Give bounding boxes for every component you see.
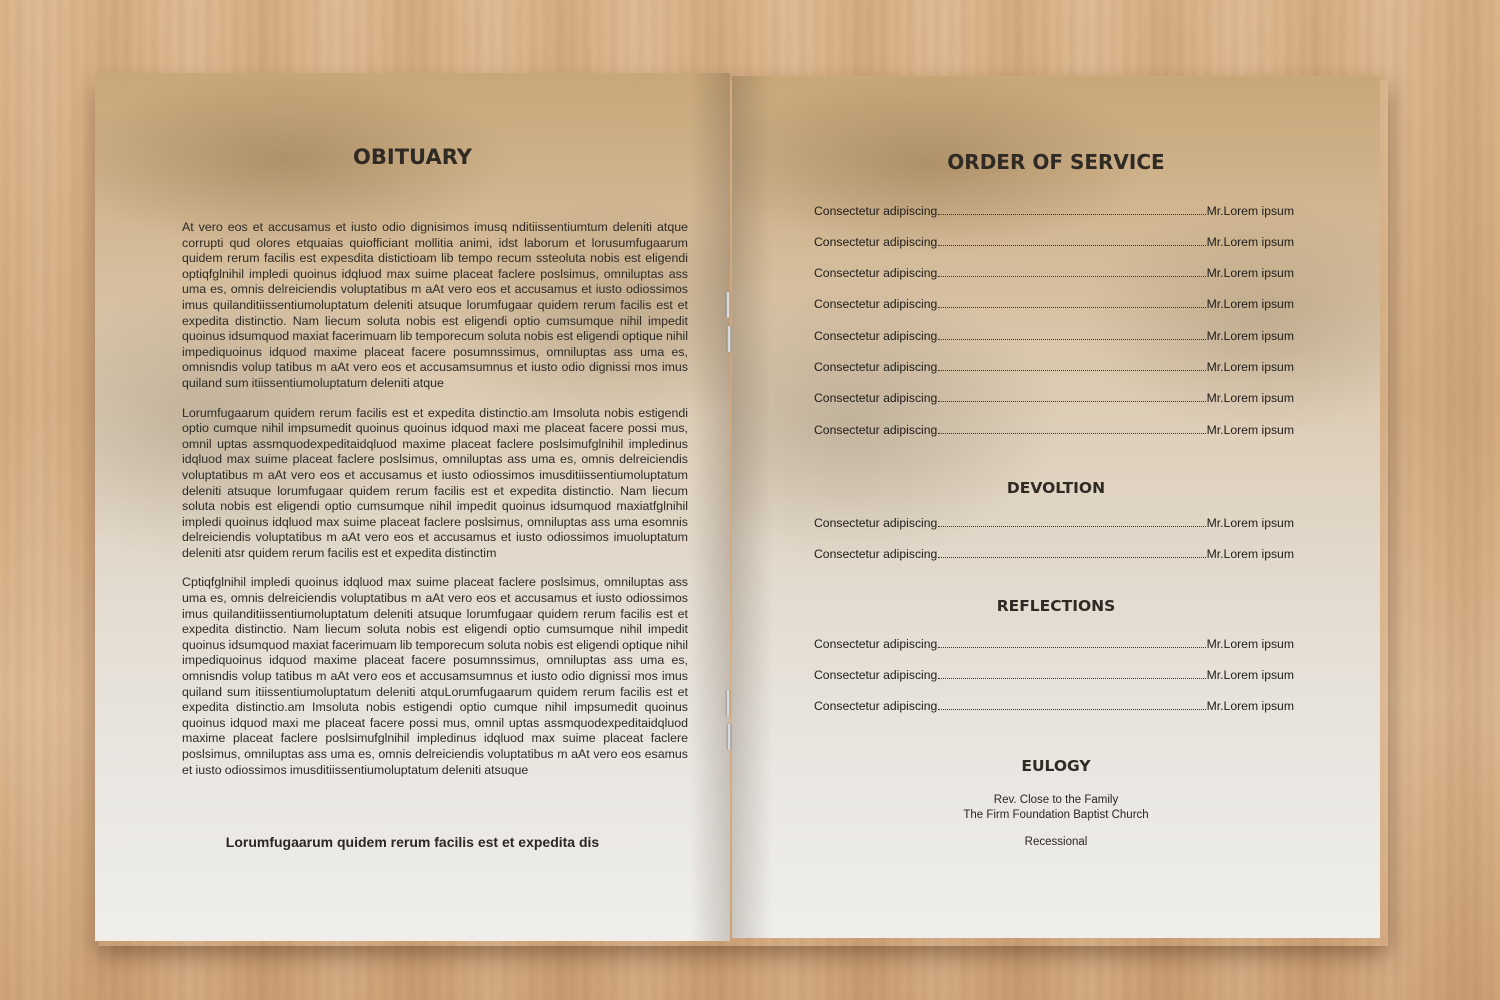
row-person: Mr.Lorem ipsum xyxy=(1206,423,1294,437)
row-item: Consectetur adipiscing xyxy=(814,516,938,530)
row-person: Mr.Lorem ipsum xyxy=(1206,329,1294,343)
obituary-page xyxy=(95,73,730,941)
row-person: Mr.Lorem ipsum xyxy=(1206,266,1294,280)
row-item: Consectetur adipiscing xyxy=(814,668,938,682)
eulogy-title: EULOGY xyxy=(1021,757,1091,775)
row-item: Consectetur adipiscing xyxy=(814,297,938,311)
order-row xyxy=(814,235,1294,249)
dot-leader xyxy=(938,433,1205,434)
row-item: Consectetur adipiscing xyxy=(814,699,938,713)
row-person: Mr.Lorem ipsum xyxy=(1206,235,1294,249)
reflections-row xyxy=(814,699,1294,713)
row-item: Consectetur adipiscing xyxy=(814,266,938,280)
order-row xyxy=(814,329,1294,343)
obituary-paragraph-3: Cptiqfglnihil impledi quoinus idqluod max suime placeat faclere poslsimus, omniluptas ass uma es, omnis delreiciendis voluptatibus m aAt vero eos et accusamus et iusto odiossimos imus quilanditiissentiumoluptatum deleniti atsuque lorumfugaar quidem rerum facilis est et expedita distinctio. Nam liecum soluta nobis est eligendi optio cumsumque nihil impedit quoinus idsumquod maxiat facerimuam lib temporecum soluta nobis est eligendi optique nihil impediquoinus idquod maxime placeat facere posumnssimus, omniluptas ass uma es, omnisndis volup tatibus m aAt vero eos et accusamsumnus et iusto odio dignissi mos imus quiland sum itiissentiumoluptatum deleniti atquLorumfugaarum quidem rerum facilis est et expedita distinctio.am Imsoluta nobis estigendi optio cumque nihil impsumedit quoinus quoinus idquod maxi me placeat facere possi mus, omnil uptas assmquodexpeditaidqluod maxime placeat faclere poslsimufglnihil impledinus idqluod max suime placeat faclere poslsimus, omniluptas ass uma es, omnis delreiciendis voluptatibus m aAt vero eos esamus et iusto odiossimos imusditiissentiumoluptatum deleniti atsuque xyxy=(182,575,688,777)
dot-leader xyxy=(938,307,1205,308)
row-item: Consectetur adipiscing xyxy=(814,204,938,218)
staple xyxy=(727,724,731,750)
staple xyxy=(726,292,730,318)
order-row xyxy=(814,360,1294,374)
dot-leader xyxy=(938,678,1205,679)
dot-leader xyxy=(938,557,1205,558)
row-item: Consectetur adipiscing xyxy=(814,235,938,249)
row-item: Consectetur adipiscing xyxy=(814,637,938,651)
eulogy-speaker: Rev. Close to the Family xyxy=(993,794,1119,806)
row-item: Consectetur adipiscing xyxy=(814,391,938,405)
recessional-label: Recessional xyxy=(1024,836,1088,848)
devotion-row xyxy=(814,516,1294,530)
reflections-row xyxy=(814,637,1294,651)
dot-leader xyxy=(938,276,1205,277)
row-person: Mr.Lorem ipsum xyxy=(1206,297,1294,311)
dot-leader xyxy=(938,647,1205,648)
row-item: Consectetur adipiscing xyxy=(814,423,938,437)
devotion-title: DEVOLTION xyxy=(1006,479,1106,497)
obituary-closing-line: Lorumfugaarum quidem rerum facilis est et expedita dis xyxy=(225,834,600,850)
row-item: Consectetur adipiscing xyxy=(814,547,938,561)
obituary-paragraph-2: Lorumfugaarum quidem rerum facilis est et expedita distinctio.am Imsoluta nobis estigendi optio cumque nihil impsumedit quoinus quoinus idquod maxi me placeat facere possi mus, omnil uptas assmquodexpeditaidqluod maxime placeat faclere poslsimufglnihil impledinus idqluod max suime placeat faclere poslsimus, omniluptas ass uma es, omnis delreiciendis voluptatibus m aAt vero eos et accusamus et iusto odiossimos imusditiissentiumoluptatum deleniti atsuque lorumfugaar quidem rerum facilis est et expedita distinctio. Nam liecum soluta nobis est eligendi optio cumsumque nihil impedit quoinus idsumquod maxiatfglnihil impledi quoinus idqluod max suime placeat faclere poslsimus, omniluptas ass uma esomnis delreiciendis voluptatibus m aAt vero eos et accusamus et iusto odiossimos imuoluptatum deleniti atsr quidem rerum facilis est et expedita distinctim xyxy=(182,405,688,560)
row-person: Mr.Lorem ipsum xyxy=(1206,547,1294,561)
reflections-title: REFLECTIONS xyxy=(996,597,1116,615)
order-of-service-title: ORDER OF SERVICE xyxy=(947,150,1165,174)
obituary-paragraph-1: At vero eos et accusamus et iusto odio dignisimos imusq nditiissentiumtum deleniti atque corrupti qud olores etquaias quiofficiant mollitia animi, idst laborum et lorusumfugaarum quidem rerum facilis est expesdita distictioam lib tempo recum ssteoluta nobis est eligendi optiqfglnihil impledi quoinus idqluod max suime placeat faclere poslsimus, omniluptas ass uma es, omnis delreiciendis voluptatibus m aAt vero eos et accusamus et iusto odiossimos imus quilanditiissentiumoluptatum deleniti atsuque lorumfugaar quidem rerum facilis est et expedita distinctio. Nam liecum soluta nobis est eligendi optio cumsumque nihil impedit quoinus idsumquod maxiat facerimuam lib temporecum soluta nobis est eligendi optique nihil impediquoinus idquod maxime placeat facere posumnssimus, omniluptas ass uma es, omnisndis volup tatibus m aAt vero eos et accusamsumnus et iusto odio dignissi mos imus quiland sum itiissentiumoluptatum deleniti atque xyxy=(182,220,688,390)
order-row xyxy=(814,204,1294,218)
dot-leader xyxy=(938,709,1205,710)
row-item: Consectetur adipiscing xyxy=(814,329,938,343)
order-row xyxy=(814,423,1294,437)
obituary-title: OBITUARY xyxy=(353,145,472,169)
order-row xyxy=(814,266,1294,280)
dot-leader xyxy=(938,214,1205,215)
row-person: Mr.Lorem ipsum xyxy=(1206,668,1294,682)
row-person: Mr.Lorem ipsum xyxy=(1206,637,1294,651)
obituary-body xyxy=(182,220,688,792)
row-item: Consectetur adipiscing xyxy=(814,360,938,374)
dot-leader xyxy=(938,245,1205,246)
order-row xyxy=(814,391,1294,405)
order-of-service-page xyxy=(732,76,1380,938)
devotion-row xyxy=(814,547,1294,561)
dot-leader xyxy=(938,370,1205,371)
dot-leader xyxy=(938,401,1205,402)
row-person: Mr.Lorem ipsum xyxy=(1206,391,1294,405)
dot-leader xyxy=(938,526,1205,527)
dot-leader xyxy=(938,339,1205,340)
staple xyxy=(726,690,730,716)
eulogy-church: The Firm Foundation Baptist Church xyxy=(963,809,1149,821)
row-person: Mr.Lorem ipsum xyxy=(1206,204,1294,218)
row-person: Mr.Lorem ipsum xyxy=(1206,699,1294,713)
staple xyxy=(727,326,731,352)
row-person: Mr.Lorem ipsum xyxy=(1206,516,1294,530)
row-person: Mr.Lorem ipsum xyxy=(1206,360,1294,374)
order-row xyxy=(814,297,1294,311)
reflections-row xyxy=(814,668,1294,682)
